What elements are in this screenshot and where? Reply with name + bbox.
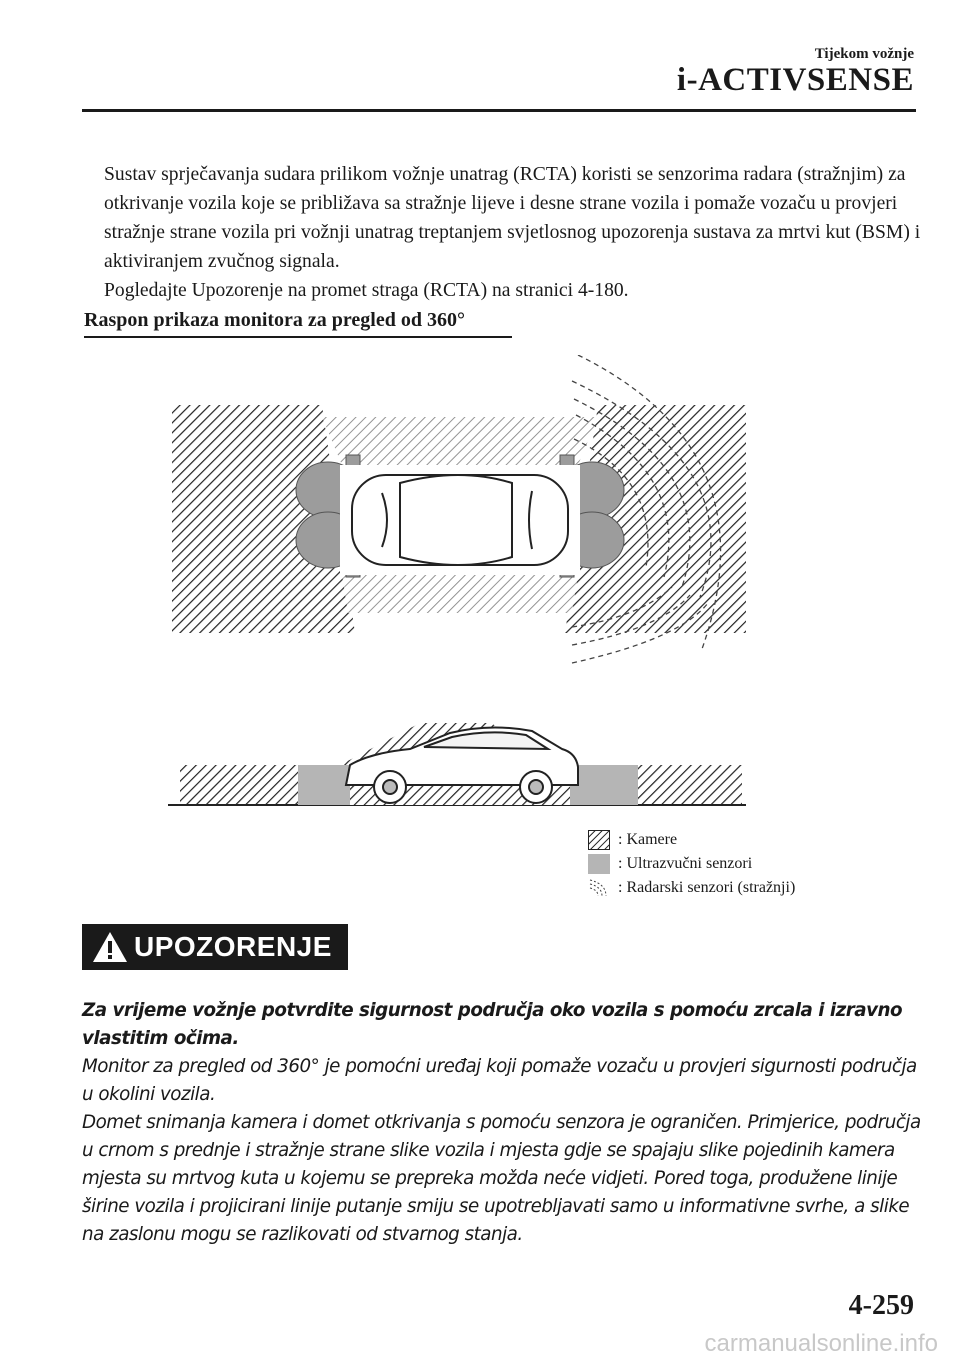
watermark: carmanualsonline.info bbox=[704, 1330, 938, 1357]
legend-item-cameras bbox=[588, 828, 795, 852]
warning-banner bbox=[82, 924, 348, 970]
header-subtitle: Tijekom vožnje bbox=[814, 46, 914, 62]
section-rule bbox=[84, 336, 512, 338]
legend bbox=[588, 828, 795, 900]
gray-swatch-icon bbox=[588, 854, 610, 874]
legend-label-ultrasonic: : Ultrazvučni senzori bbox=[618, 855, 753, 872]
intro-text bbox=[104, 160, 924, 305]
header-title: i-ACTIVSENSE bbox=[676, 62, 914, 98]
legend-item-radar bbox=[588, 876, 795, 900]
hatch-swatch-icon bbox=[588, 830, 610, 850]
intro-reference: Pogledajte Upozorenje na promet straga (RCTA) na stranici 4-180. bbox=[104, 280, 629, 301]
warning-label: UPOZORENJE bbox=[134, 931, 332, 962]
vehicle-top-view bbox=[340, 465, 580, 575]
warning-triangle-icon bbox=[90, 928, 130, 966]
legend-label-radar: : Radarski senzori (stražnji) bbox=[618, 879, 796, 896]
camera-area-bottom-side bbox=[342, 575, 578, 613]
legend-label-cameras: : Kamere bbox=[618, 831, 678, 848]
legend-item-ultrasonic bbox=[588, 852, 795, 876]
header-rule bbox=[82, 109, 916, 112]
page-number: 4-259 bbox=[848, 1290, 914, 1321]
warning-paragraph-1: Monitor za pregled od 360° je pomoćni uređaj koji pomaže vozaču u provjeri sigurnosti područja u okolini vozila. bbox=[82, 1056, 917, 1105]
warning-body bbox=[82, 997, 922, 1249]
section-title: Raspon prikaza monitora za pregled od 360° bbox=[84, 309, 465, 331]
coverage-figure bbox=[160, 355, 760, 830]
warning-bold-text: Za vrijeme vožnje potvrdite sigurnost područja oko vozila s pomoću zrcala i izravno vlastitim očima. bbox=[82, 1000, 903, 1049]
intro-paragraph: Sustav sprječavanja sudara prilikom vožnje unatrag (RCTA) koristi se senzorima radara (stražnjim) za otkrivanje vozila koje se približava sa stražnje lijeve i desne strane vozila i pomaže vozaču u provjeri stražnje strane vozila pri vožnji unatrag treptanjem svjetlosnog upozorenja sustava za mrtvi kut (BSM) i aktiviranjem zvučnog signala. bbox=[104, 164, 921, 272]
camera-area-top-side bbox=[322, 417, 598, 465]
warning-paragraph-2: Domet snimanja kamera i domet otkrivanja s pomoću senzora je ograničen. Primjerice, područja u crnom s prednje i stražnje strane slike vozila i mjesta gdje se spajaju slike pojedinih kamera mjesta su mrtvog kuta u kojemu se prepreka možda neće vidjeti. Pored toga, produžene linije širine vozila i projicirani linije putanje smiju se upotrebljavati samo u informativne svrhe, a slike na zaslonu mogu se razlikovati od stvarnog stanja. bbox=[82, 1112, 921, 1245]
radar-arc-swatch-icon bbox=[588, 878, 610, 898]
